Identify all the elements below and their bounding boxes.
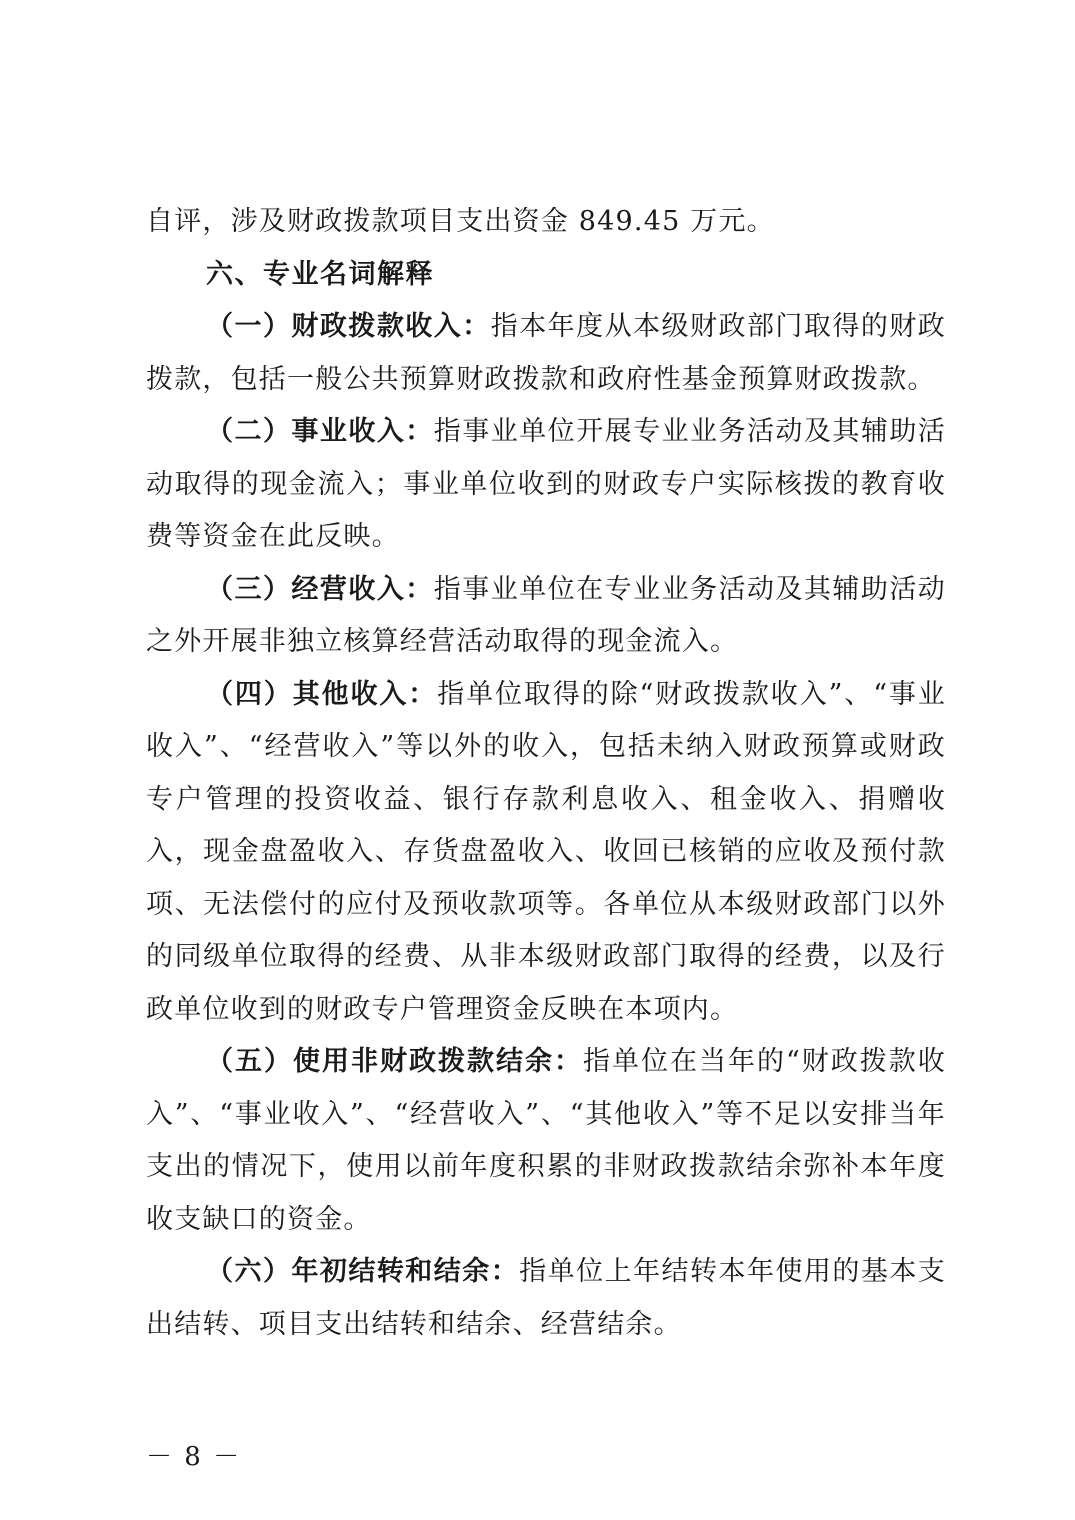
definition-term: （二）事业收入： xyxy=(206,416,434,447)
definition-paragraph xyxy=(146,406,946,564)
page-number: － 8 － xyxy=(146,1442,242,1472)
definition-term: （四）其他收入： xyxy=(206,678,438,710)
definition-term: （五）使用非财政拨款结余： xyxy=(206,1046,583,1077)
definition-term: （六）年初结转和结余： xyxy=(206,1256,520,1287)
definition-paragraph xyxy=(146,1036,946,1246)
document-body xyxy=(146,196,946,1351)
definition-text: 指单位取得的除“财政拨款收入”、“事业收入”、“经营收入”等以外的收入，包括未纳入财政预算或财政专户管理的投资收益、银行存款利息收入、租金收入、捐赠收入，现金盘盈收入、存货盘盈收入、收回已核销的应收及预付款项、无法偿付的应付及预收款项等。各单位从本级财政部门以外的同级单位取得的经费、从非本级财政部门取得的经费，以及行政单位收到的财政专户管理资金反映在本项内。 xyxy=(146,678,946,1025)
definition-term: （一）财政拨款收入： xyxy=(206,311,491,342)
definition-text: 指单位在当年的“财政拨款收入”、“事业收入”、“经营收入”、“其他收入”等不足以安排当年支出的情况下，使用以前年度积累的非财政拨款结余弥补本年度收支缺口的资金。 xyxy=(146,1046,946,1235)
definition-paragraph xyxy=(146,564,946,669)
definition-text: 指单位上年结转本年使用的基本支出结转、项目支出结转和结余、经营结余。 xyxy=(146,1256,947,1340)
definition-paragraph xyxy=(146,1246,946,1351)
section-heading: 六、专业名词解释 xyxy=(206,258,434,290)
definition-paragraph xyxy=(146,301,946,406)
definition-text: 指事业单位开展专业业务活动及其辅助活动取得的现金流入；事业单位收到的财政专户实际核拨的教育收费等资金在此反映。 xyxy=(146,416,946,552)
definition-text: 指本年度从本级财政部门取得的财政拨款，包括一般公共预算财政拨款和政府性基金预算财政拨款。 xyxy=(146,311,946,395)
continuation-paragraph: 自评，涉及财政拨款项目支出资金 849.45 万元。 xyxy=(146,206,775,237)
definition-text: 指事业单位在专业业务活动及其辅助活动之外开展非独立核算经营活动取得的现金流入。 xyxy=(146,573,946,657)
definition-term: （三）经营收入： xyxy=(206,573,434,605)
definition-paragraph xyxy=(146,669,946,1037)
